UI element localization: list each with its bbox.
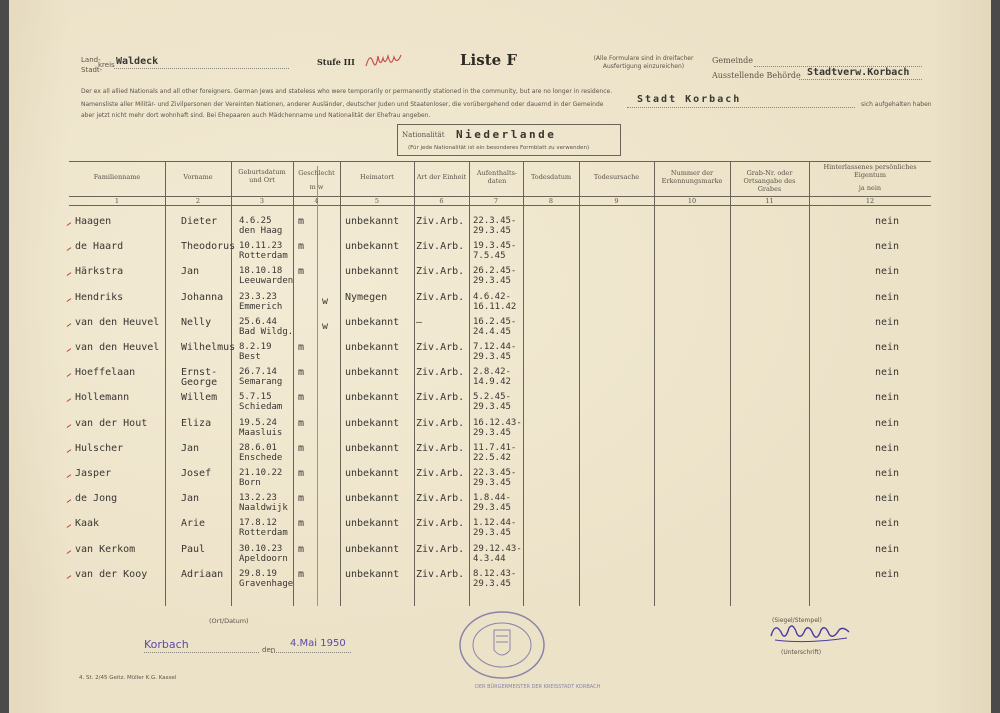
handwritten-mark — [364, 50, 404, 72]
col-number: 10 — [687, 197, 697, 205]
nationality-value: Niederlande — [456, 128, 557, 141]
signature-label: (Unterschrift) — [781, 649, 822, 656]
col-header-property-sub: ja nein — [858, 184, 882, 192]
cell-stay-to: 29.3.45 — [473, 276, 511, 287]
cell-gender-m: m — [298, 543, 305, 555]
kreis-label: kreis — [98, 61, 115, 69]
behoerde-line — [799, 79, 922, 80]
municipality-value: Stadt Korbach — [637, 94, 742, 105]
col-number: 5 — [374, 197, 380, 205]
cell-surname: Hulscher — [75, 442, 124, 454]
col-header-gender-sub: m w — [309, 183, 324, 191]
cell-unit: — — [416, 316, 423, 328]
cell-surname: Hoeffelaan — [75, 367, 136, 379]
cell-gender-m: m — [298, 216, 305, 227]
gemeinde-label: Gemeinde — [712, 56, 754, 65]
cell-stay-from: 1.8.44- — [473, 493, 511, 504]
cell-birth-place: Schiedam — [239, 402, 283, 413]
cell-birth-place: Born — [239, 478, 261, 488]
cell-firstname: Adriaan — [181, 568, 224, 580]
cell-home: unbekannt — [345, 543, 400, 555]
cell-property: nein — [875, 291, 900, 303]
seal-text: DER BÜRGERMEISTER DER KREISSTADT KORBACH — [475, 684, 601, 690]
table-number-rule — [69, 205, 931, 206]
cell-unit: Ziv.Arb. — [416, 468, 465, 479]
cell-stay-to: 22.5.42 — [473, 452, 511, 463]
check-mark — [64, 495, 72, 503]
col-number: 1 — [114, 197, 120, 205]
cell-firstname: Jan — [181, 266, 200, 278]
cell-surname: Härkstra — [75, 266, 124, 278]
cell-property: nein — [875, 543, 900, 555]
cell-birth-date: 18.10.18 — [239, 266, 283, 277]
cell-property: nein — [875, 266, 900, 278]
behoerde-value: Stadtverw.Korbach — [807, 67, 910, 78]
cell-birth-place: Leeuwarden — [239, 276, 294, 287]
cell-unit: Ziv.Arb. — [416, 568, 465, 580]
cell-firstname: Dieter — [181, 216, 218, 227]
gender-subdivider — [317, 166, 318, 606]
stufe-label: Stufe III — [317, 57, 355, 67]
cell-stay-from: 4.6.42- — [473, 291, 511, 302]
cell-stay-from: 16.2.45- — [473, 316, 517, 327]
check-mark — [64, 319, 72, 327]
col-header-death-date: Todesdatum — [530, 173, 572, 181]
cell-home: unbekannt — [345, 367, 400, 379]
col-header-death-cause: Todesursache — [593, 173, 640, 181]
cell-gender-m: m — [298, 266, 305, 278]
cell-firstname: Nelly — [181, 316, 212, 328]
check-mark — [64, 420, 72, 428]
col-header-gender: Geschlecht — [298, 169, 335, 177]
col-number: 8 — [548, 197, 554, 205]
cell-home: unbekannt — [345, 442, 400, 454]
cell-stay-to: 4.3.44 — [473, 553, 506, 564]
col-header-property: Hinterlassenes persönliches Eigentum — [823, 163, 917, 179]
check-mark — [64, 344, 72, 352]
cell-unit: Ziv.Arb. — [416, 266, 465, 278]
cell-birth-date: 25.6.44 — [239, 316, 277, 327]
cell-home: unbekannt — [345, 316, 400, 328]
place-line — [144, 652, 259, 653]
cell-unit: Ziv.Arb. — [416, 518, 465, 530]
cell-home: unbekannt — [345, 241, 400, 253]
cell-birth-date: 28.6.01 — [239, 442, 277, 453]
cell-gender-w: w — [322, 320, 329, 332]
cell-surname: Hendriks — [75, 291, 124, 303]
cell-unit: Ziv.Arb. — [416, 493, 465, 505]
cell-gender-m: m — [298, 367, 305, 379]
cell-home: unbekannt — [345, 266, 400, 278]
district-line — [114, 68, 289, 69]
cell-stay-from: 7.12.44- — [473, 342, 517, 352]
check-mark — [64, 294, 72, 302]
document-page — [9, 0, 991, 713]
cell-birth-date: 5.7.15 — [239, 392, 272, 403]
col-divider-2 — [231, 161, 232, 606]
check-mark — [64, 520, 72, 528]
nationality-label: Nationalität — [402, 131, 445, 139]
cell-unit: Ziv.Arb. — [416, 291, 465, 303]
cell-birth-date: 26.7.14 — [239, 367, 277, 378]
header-line-german-2: aber jetzt nicht mehr dort wohnhaft sind. Bei Ehepaaren auch Mädchenname und Nationalität der Ehefrau angeben. — [81, 112, 431, 119]
cell-gender-m: m — [298, 342, 305, 353]
list-note: (Alle Formulare sind in dreifacher Ausfertigung einzureichen) — [593, 55, 694, 70]
cell-surname: van der Hout — [75, 417, 148, 429]
cell-birth-date: 13.2.23 — [239, 493, 277, 504]
cell-unit: Ziv.Arb. — [416, 442, 465, 454]
cell-birth-date: 23.3.23 — [239, 291, 277, 302]
cell-gender-m: m — [298, 468, 305, 479]
list-title: Liste F — [460, 51, 518, 69]
col-header-home: Heimatort — [360, 173, 394, 181]
table-top-rule — [69, 161, 931, 162]
cell-birth-place: Apeldoorn — [239, 553, 288, 564]
municipality-line — [627, 107, 855, 108]
cell-birth-place: Maasluis — [239, 427, 283, 438]
col-divider-4 — [340, 161, 341, 606]
cell-unit: Ziv.Arb. — [416, 216, 465, 227]
check-mark — [64, 445, 72, 453]
cell-firstname-2: George — [181, 377, 218, 389]
cell-unit: Ziv.Arb. — [416, 241, 465, 253]
cell-birth-place: Bad Wildg. — [239, 326, 294, 337]
cell-stay-from: 29.12.43- — [473, 543, 522, 554]
col-divider-6 — [469, 161, 470, 606]
col-divider-9 — [654, 161, 655, 606]
check-mark — [64, 571, 72, 579]
behoerde-label: Ausstellende Behörde — [712, 71, 801, 80]
cell-stay-from: 22.3.45- — [473, 216, 517, 226]
cell-gender-m: m — [298, 493, 305, 505]
cell-gender-w: w — [322, 295, 329, 307]
cell-surname: van den Heuvel — [75, 316, 160, 328]
cell-birth-date: 30.10.23 — [239, 543, 283, 554]
cell-firstname: Ernst- — [181, 367, 218, 379]
col-header-unit: Art der Einheit — [416, 173, 467, 181]
cell-gender-m: m — [298, 241, 305, 253]
col-divider-10 — [730, 161, 731, 606]
col-divider-11 — [809, 161, 810, 606]
cell-stay-from: 2.8.42- — [473, 367, 511, 378]
col-header-id-tag: Nummer der Erkennungsmarke — [661, 169, 723, 185]
cell-stay-to: 29.3.45 — [473, 578, 511, 589]
nationality-note: (Für jede Nationalität ist ein besonderes Formblatt zu verwenden) — [408, 145, 590, 151]
cell-stay-from: 26.2.45- — [473, 266, 517, 277]
cell-stay-from: 5.2.45- — [473, 392, 511, 403]
cell-firstname: Johanna — [181, 291, 224, 303]
cell-property: nein — [875, 493, 900, 505]
cell-property: nein — [875, 342, 900, 353]
cell-firstname: Eliza — [181, 417, 212, 429]
cell-birth-date: 10.11.23 — [239, 241, 283, 252]
cell-property: nein — [875, 392, 900, 404]
cell-stay-to: 16.11.42 — [473, 301, 517, 312]
cell-surname: de Haard — [75, 241, 124, 253]
col-number: 6 — [439, 197, 444, 205]
land-label: Land- — [81, 56, 101, 64]
col-divider-8 — [579, 161, 580, 606]
cell-birth-place: Rotterdam — [239, 251, 288, 262]
cell-stay-to: 14.9.42 — [473, 377, 511, 388]
cell-stay-from: 22.3.45- — [473, 468, 517, 478]
cell-surname: de Jong — [75, 493, 118, 505]
cell-unit: Ziv.Arb. — [416, 417, 465, 429]
cell-home: Nymegen — [345, 291, 388, 303]
place-date-label: (Ort/Datum) — [209, 617, 249, 625]
cell-home: unbekannt — [345, 493, 400, 505]
cell-property: nein — [875, 568, 900, 580]
col-divider-7 — [523, 161, 524, 606]
cell-stay-from: 19.3.45- — [473, 241, 517, 252]
cell-stay-from: 1.12.44- — [473, 518, 517, 529]
cell-birth-place: Gravenhage — [239, 578, 294, 589]
col-header-stay: Aufenthalts-daten — [476, 169, 518, 185]
col-divider-1 — [165, 161, 166, 606]
cell-birth-date: 8.2.19 — [239, 342, 272, 352]
cell-birth-place: Best — [239, 352, 261, 362]
cell-gender-m: m — [298, 392, 305, 404]
cell-birth-place: Emmerich — [239, 301, 283, 312]
date-line — [271, 652, 351, 653]
cell-home: unbekannt — [345, 417, 400, 429]
cell-gender-m: m — [298, 417, 305, 429]
cell-firstname: Willem — [181, 392, 218, 404]
cell-home: unbekannt — [345, 392, 400, 404]
cell-surname: van den Heuvel — [75, 342, 160, 353]
cell-stay-from: 16.12.43- — [473, 417, 522, 428]
cell-property: nein — [875, 468, 900, 479]
cell-birth-place: den Haag — [239, 226, 283, 236]
check-mark — [64, 218, 72, 226]
seal-label: (Siegel/Stempel) — [772, 617, 822, 624]
cell-property: nein — [875, 518, 900, 530]
cell-stay-to: 29.3.45 — [473, 402, 511, 413]
col-number: 3 — [259, 197, 265, 205]
cell-firstname: Arie — [181, 518, 206, 530]
cell-firstname: Jan — [181, 493, 200, 505]
print-note: 4. St. 2/45 Geitz. Müller K.G. Kassel — [79, 675, 177, 681]
cell-unit: Ziv.Arb. — [416, 367, 465, 379]
cell-stay-to: 29.3.45 — [473, 427, 511, 438]
cell-birth-date: 21.10.22 — [239, 468, 283, 478]
cell-stay-from: 8.12.43- — [473, 568, 517, 579]
cell-gender-m: m — [298, 518, 305, 530]
col-header-grave: Grab-Nr. oder Ortsangabe des Grabes — [743, 169, 796, 193]
cell-property: nein — [875, 241, 900, 253]
col-header-surname: Familienname — [93, 173, 141, 181]
cell-gender-m: m — [298, 442, 305, 454]
cell-birth-place: Enschede — [239, 452, 283, 463]
check-mark — [64, 243, 72, 251]
cell-birth-date: 19.5.24 — [239, 417, 277, 428]
cell-property: nein — [875, 442, 900, 454]
place-stamp: Korbach — [144, 638, 189, 651]
check-mark — [64, 369, 72, 377]
check-mark — [64, 546, 72, 554]
cell-surname: van der Kooy — [75, 568, 148, 580]
check-mark — [64, 268, 72, 276]
cell-surname: Kaak — [75, 518, 100, 530]
cell-firstname: Wilhelmus — [181, 342, 236, 353]
cell-firstname: Jan — [181, 442, 200, 454]
cell-stay-to: 29.3.45 — [473, 226, 511, 236]
cell-stay-to: 29.3.45 — [473, 478, 511, 488]
stadt-label: Stadt- — [81, 66, 103, 74]
cell-property: nein — [875, 367, 900, 379]
cell-home: unbekannt — [345, 216, 400, 227]
cell-stay-to: 7.5.45 — [473, 251, 506, 262]
check-mark — [64, 394, 72, 402]
den-label: den — [262, 646, 276, 654]
cell-firstname: Josef — [181, 468, 212, 479]
cell-unit: Ziv.Arb. — [416, 342, 465, 353]
cell-stay-to: 29.3.45 — [473, 503, 511, 514]
date-stamp: 4.Mai 1950 — [290, 638, 346, 649]
district-value: Waldeck — [116, 56, 159, 67]
col-divider-5 — [414, 161, 415, 606]
cell-stay-to: 29.3.45 — [473, 352, 511, 362]
cell-birth-date: 29.8.19 — [239, 568, 277, 579]
col-header-firstname: Vorname — [183, 173, 213, 181]
cell-stay-from: 11.7.41- — [473, 442, 517, 453]
check-mark — [64, 470, 72, 478]
col-header-birth: Geburtsdatum und Ort — [238, 168, 286, 184]
cell-surname: van Kerkom — [75, 543, 136, 555]
cell-home: unbekannt — [345, 518, 400, 530]
col-divider-3 — [293, 161, 294, 606]
cell-birth-place: Rotterdam — [239, 528, 288, 539]
nationality-box — [397, 124, 621, 156]
col-number: 11 — [765, 197, 774, 205]
header-line-english: Der ex all allied Nationals and all other foreigners. German Jews and stateless who were temporarily or permanently stationed in the community, but are no longer in residence. — [81, 88, 613, 95]
signature — [767, 618, 853, 648]
cell-firstname: Paul — [181, 543, 206, 555]
cell-birth-place: Semarang — [239, 377, 283, 388]
header-line-german: Namensliste aller Militär- und Zivilpersonen der Vereinten Nationen, anderer Ausländer, deutscher Juden und Staatenloser, die vorübergehend oder dauernd in der Gemeinde — [81, 101, 604, 108]
cell-birth-place: Naaldwijk — [239, 503, 288, 514]
cell-unit: Ziv.Arb. — [416, 543, 465, 555]
cell-property: nein — [875, 216, 900, 227]
cell-property: nein — [875, 316, 900, 328]
col-number: 2 — [195, 197, 201, 205]
col-number: 7 — [493, 197, 499, 205]
cell-stay-to: 29.3.45 — [473, 528, 511, 539]
cell-home: unbekannt — [345, 568, 400, 580]
cell-surname: Jasper — [75, 468, 112, 479]
col-number: 9 — [614, 197, 619, 205]
cell-firstname: Theodorus — [181, 241, 236, 253]
cell-surname: Haagen — [75, 216, 112, 227]
official-seal — [455, 608, 549, 682]
cell-home: unbekannt — [345, 468, 400, 479]
cell-property: nein — [875, 417, 900, 429]
header-line-german-end: sich aufgehalten haben — [861, 101, 932, 108]
cell-home: unbekannt — [345, 342, 400, 353]
cell-stay-to: 24.4.45 — [473, 326, 511, 337]
cell-gender-m: m — [298, 568, 305, 580]
cell-unit: Ziv.Arb. — [416, 392, 465, 404]
col-number: 12 — [865, 197, 875, 205]
cell-birth-date: 4.6.25 — [239, 216, 272, 226]
col-number: 4 — [314, 197, 319, 205]
cell-surname: Hollemann — [75, 392, 130, 404]
cell-birth-date: 17.8.12 — [239, 518, 277, 529]
